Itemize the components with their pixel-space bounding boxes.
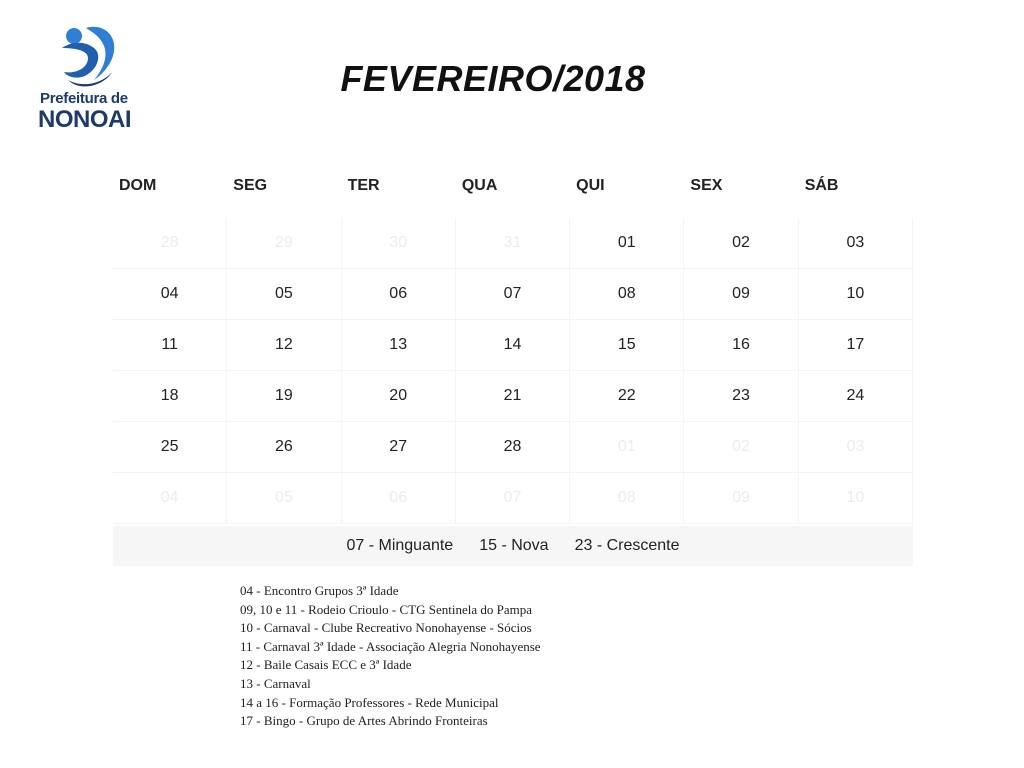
day-cell: 03	[799, 218, 913, 269]
event-item: 14 a 16 - Formação Professores - Rede Municipal	[240, 694, 499, 710]
moon-phase-waning: 07 - Minguante	[346, 537, 454, 554]
day-cell: 23	[684, 371, 798, 422]
weekday-label: DOM	[119, 177, 157, 194]
day-cell-outside-month: 31	[456, 218, 570, 269]
event-item: 09, 10 e 11 - Rodeio Crioulo - CTG Sentinela do Pampa	[240, 601, 532, 617]
day-cell: 12	[227, 320, 341, 371]
logo-text-top: Prefeitura de	[40, 90, 128, 107]
moon-phase-new: 15 - Nova	[479, 537, 549, 554]
day-cell: 14	[456, 320, 570, 371]
weekday-label: QUA	[461, 177, 498, 194]
logo-text-bottom: NONOAI	[38, 106, 131, 133]
day-cell-outside-month: 08	[570, 473, 684, 524]
calendar-title: FEVEREIRO/2018	[340, 58, 646, 99]
day-cell: 27	[342, 422, 456, 473]
day-cell-outside-month: 10	[799, 473, 913, 524]
day-cell: 16	[684, 320, 798, 371]
day-cell-outside-month: 05	[227, 473, 341, 524]
day-cell: 06	[342, 269, 456, 320]
day-cell: 15	[570, 320, 684, 371]
moon-phases-bar	[113, 526, 913, 566]
day-cell-outside-month: 03	[799, 422, 913, 473]
day-cell-outside-month: 28	[113, 218, 227, 269]
calendar-grid	[113, 218, 913, 524]
weekday-header	[113, 172, 913, 200]
day-cell: 08	[570, 269, 684, 320]
event-item: 04 - Encontro Grupos 3ª Idade	[240, 583, 399, 598]
event-item: 13 - Carnaval	[240, 675, 311, 691]
day-cell: 10	[799, 269, 913, 320]
events-list	[240, 582, 760, 731]
day-cell: 25	[113, 422, 227, 473]
day-cell: 22	[570, 371, 684, 422]
day-cell: 18	[113, 371, 227, 422]
day-cell: 11	[113, 320, 227, 371]
day-cell: 07	[456, 269, 570, 320]
day-cell-outside-month: 09	[684, 473, 798, 524]
day-cell-outside-month: 07	[456, 473, 570, 524]
day-cell: 20	[342, 371, 456, 422]
day-cell: 09	[684, 269, 798, 320]
weekday-label: SÁB	[804, 177, 839, 194]
day-cell-outside-month: 01	[570, 422, 684, 473]
day-cell: 04	[113, 269, 227, 320]
moon-phase-waxing: 23 - Crescente	[574, 537, 680, 554]
event-item: 17 - Bingo - Grupo de Artes Abrindo Fronteiras	[240, 713, 488, 729]
day-cell-outside-month: 29	[227, 218, 341, 269]
day-cell-outside-month: 30	[342, 218, 456, 269]
day-cell-outside-month: 04	[113, 473, 227, 524]
day-cell: 21	[456, 371, 570, 422]
day-cell: 26	[227, 422, 341, 473]
day-cell: 01	[570, 218, 684, 269]
weekday-label: QUI	[576, 177, 605, 194]
day-cell: 05	[227, 269, 341, 320]
weekday-label: SEG	[233, 177, 268, 194]
day-cell-outside-month: 06	[342, 473, 456, 524]
day-cell: 28	[456, 422, 570, 473]
event-item: 10 - Carnaval - Clube Recreativo Nonohayense - Sócios	[240, 620, 532, 636]
day-cell: 13	[342, 320, 456, 371]
day-cell: 02	[684, 218, 798, 269]
weekday-label: SEX	[690, 177, 723, 194]
day-cell: 24	[799, 371, 913, 422]
day-cell-outside-month: 02	[684, 422, 798, 473]
weekday-label: TER	[347, 177, 380, 194]
day-cell: 17	[799, 320, 913, 371]
event-item: 11 - Carnaval 3ª Idade - Associação Alegria Nonohayense	[240, 638, 541, 654]
event-item: 12 - Baile Casais ECC e 3ª Idade	[240, 657, 412, 673]
day-cell: 19	[227, 371, 341, 422]
